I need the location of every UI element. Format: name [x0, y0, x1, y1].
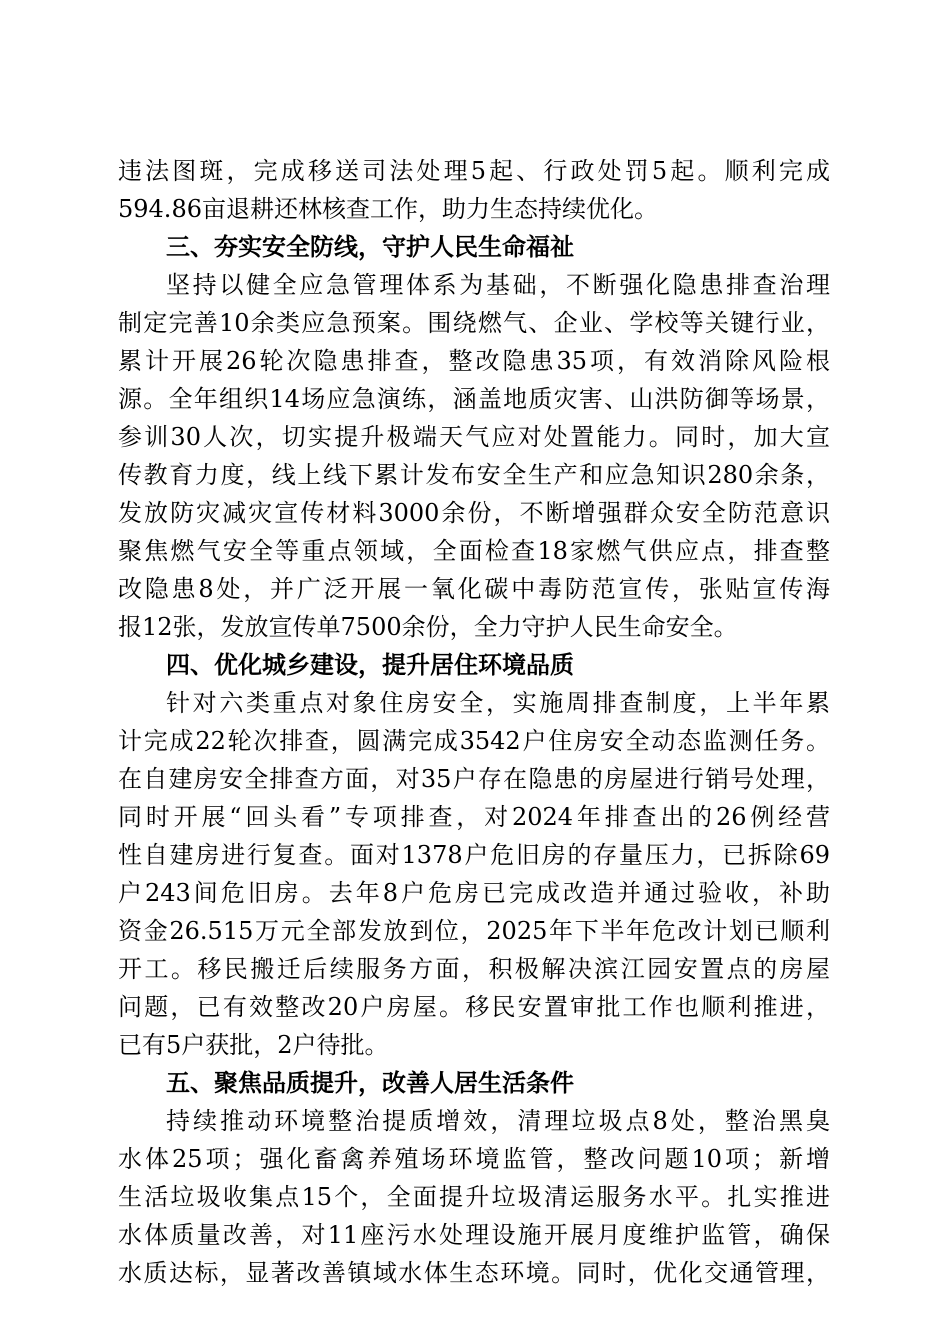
text-line: 已有5户获批，2户待批。 — [118, 1031, 389, 1059]
text-line: 针对六类重点对象住房安全，实施周排查制度，上半年累 — [166, 689, 830, 717]
text-line: 水体质量改善，对11座污水处理设施开展月度维护监管，确保 — [118, 1221, 830, 1249]
text-line: 资金26.515万元全部发放到位，2025年下半年危改计划已顺利 — [118, 917, 830, 945]
text-line: 性自建房进行复查。面对1378户危旧房的存量压力，已拆除69 — [118, 841, 830, 869]
section-safety — [118, 228, 830, 646]
text-line: 传教育力度，线上线下累计发布安全生产和应急知识280余条， — [118, 461, 830, 489]
text-line: 户243间危旧房。去年8户危房已完成改造并通过验收，补助 — [118, 879, 830, 907]
intro-paragraph — [118, 152, 830, 228]
section-heading: 四、优化城乡建设，提升居住环境品质 — [166, 651, 574, 679]
text-line: 在自建房安全排查方面，对35户存在隐患的房屋进行销号处理， — [118, 765, 830, 793]
text-line: 问题，已有效整改20户房屋。移民安置审批工作也顺利推进， — [118, 993, 830, 1021]
text-line: 水体25项；强化畜禽养殖场环境监管，整改问题10项；新增 — [118, 1145, 830, 1173]
text-line: 改隐患8处，并广泛开展一氧化碳中毒防范宣传，张贴宣传海 — [118, 575, 830, 603]
text-line: 制定完善10余类应急预案。围绕燃气、企业、学校等关键行业， — [118, 309, 830, 337]
text-line: 水质达标，显著改善镇域水体生态环境。同时，优化交通管理， — [118, 1259, 830, 1287]
text-line: 源。全年组织14场应急演练，涵盖地质灾害、山洪防御等场景， — [118, 385, 830, 413]
section-heading: 三、夯实安全防线，守护人民生命福祉 — [166, 233, 574, 261]
text-line: 生活垃圾收集点15个，全面提升垃圾清运服务水平。扎实推进 — [118, 1183, 830, 1211]
text-line: 开工。移民搬迁后续服务方面，积极解决滨江园安置点的房屋 — [118, 955, 830, 983]
text-line: 报12张，发放宣传单7500余份，全力守护人民生命安全。 — [118, 613, 738, 641]
section-heading: 五、聚焦品质提升，改善人居生活条件 — [166, 1069, 574, 1097]
text-line: 聚焦燃气安全等重点领域，全面检查18家燃气供应点，排查整 — [118, 537, 830, 565]
section-housing — [118, 646, 830, 1064]
text-line: 违法图斑，完成移送司法处理5起、行政处罚5起。顺利完成 — [118, 157, 830, 185]
section-environment — [118, 1064, 830, 1292]
document-page — [118, 152, 830, 1292]
text-line: 坚持以健全应急管理体系为基础，不断强化隐患排查治理 — [166, 271, 830, 299]
text-line: 参训30人次，切实提升极端天气应对处置能力。同时，加大宣 — [118, 423, 830, 451]
text-line: 发放防灾减灾宣传材料3000余份，不断增强群众安全防范意识 — [118, 499, 830, 527]
text-line: 同时开展“回头看”专项排查，对2024年排查出的26例经营 — [118, 803, 830, 831]
text-line: 累计开展26轮次隐患排查，整改隐患35项，有效消除风险根 — [118, 347, 830, 375]
text-line: 计完成22轮次排查，圆满完成3542户住房安全动态监测任务。 — [118, 727, 830, 755]
text-line: 594.86亩退耕还林核查工作，助力生态持续优化。 — [118, 195, 658, 223]
text-line: 持续推动环境整治提质增效，清理垃圾点8处，整治黑臭 — [166, 1107, 830, 1135]
